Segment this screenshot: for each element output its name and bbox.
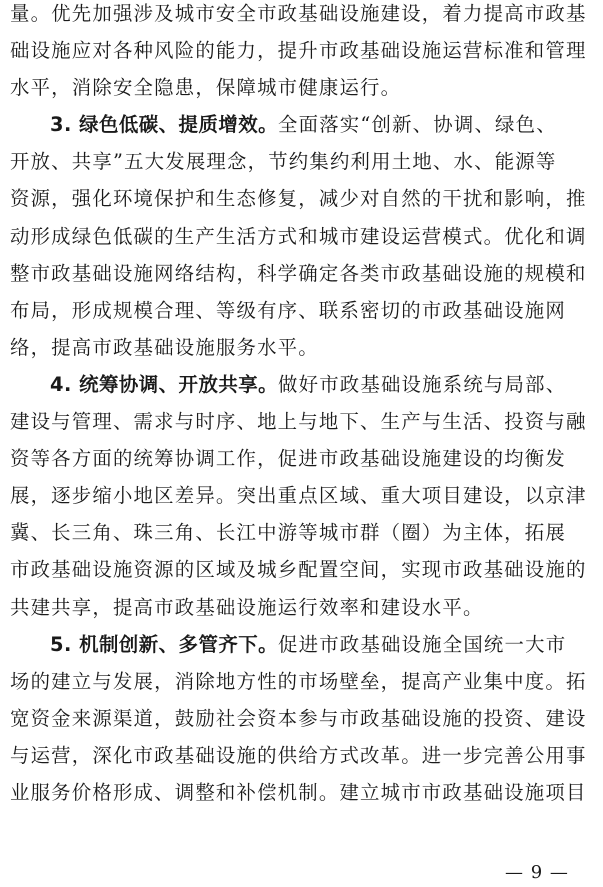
text-line: 宽资金来源渠道，鼓励社会资本参与市政基础设施的投资、建设: [10, 706, 587, 730]
text-line: [10, 106, 596, 143]
text-span: 全面落实“创新、协调、绿色、: [278, 113, 557, 137]
paragraph-4: [10, 626, 596, 811]
text-line: 布局，形成规模合理、等级有序、联系密切的市政基础设施网: [10, 298, 566, 322]
paragraph-2: [10, 106, 596, 366]
text-line: 市政基础设施资源的区域及城乡配置空间，实现市政基础设施的: [10, 558, 587, 582]
text-line: 量。优先加强涉及城市安全市政基础设施建设，着力提高市政基: [10, 2, 587, 25]
text-line: 础设施应对各种风险的能力，提升市政基础设施运营标准和管理: [10, 39, 587, 63]
text-line: 开放、共享”五大发展理念，节约集约利用土地、水、能源等: [10, 150, 557, 174]
text-line: [10, 366, 596, 403]
text-line: 动形成绿色低碳的生产生活方式和城市建设运营模式。优化和调: [10, 224, 587, 248]
text-line: 整市政基础设施网络结构，科学确定各类市政基础设施的规模和: [10, 261, 587, 285]
text-line: 共建共享，提高市政基础设施运行效率和建设水平。: [10, 595, 484, 619]
text-span: 做好市政基础设施系统与局部、: [278, 372, 567, 396]
document-page: [10, 0, 596, 811]
text-line: 资源，强化环境保护和生态修复，减少对自然的干扰和影响，推: [10, 187, 587, 211]
text-line: 资等各方面的统筹协调工作，促进市政基础设施建设的均衡发: [10, 447, 566, 471]
page-number: — 9 —: [505, 862, 569, 883]
paragraph-1: [10, 0, 596, 106]
text-line: [10, 626, 596, 663]
text-line: 与运营，深化市政基础设施的供给方式改革。进一步完善公用事: [10, 743, 587, 767]
section-heading: 3. 绿色低碳、提质增效。: [50, 113, 279, 137]
text-line: 场的建立与发展，消除地方性的市场壁垒，提高产业集中度。拓: [10, 669, 587, 693]
section-heading: 4. 统筹协调、开放共享。: [50, 372, 279, 396]
text-line: 冀、长三角、珠三角、长江中游等城市群（圈）为主体，拓展: [10, 521, 566, 545]
text-line: 建设与管理、需求与时序、地上与地下、生产与生活、投资与融: [10, 410, 587, 434]
paragraph-3: [10, 366, 596, 626]
text-line: 水平，消除安全隐患，保障城市健康运行。: [10, 76, 402, 100]
text-span: 促进市政基础设施全国统一大市: [278, 632, 567, 656]
section-heading: 5. 机制创新、多管齐下。: [50, 632, 279, 656]
text-line: 业服务价格形成、调整和补偿机制。建立城市市政基础设施项目: [10, 780, 587, 804]
text-line: 展，逐步缩小地区差异。突出重点区域、重大项目建设，以京津: [10, 484, 587, 508]
text-line: 络，提高市政基础设施服务水平。: [10, 335, 319, 359]
